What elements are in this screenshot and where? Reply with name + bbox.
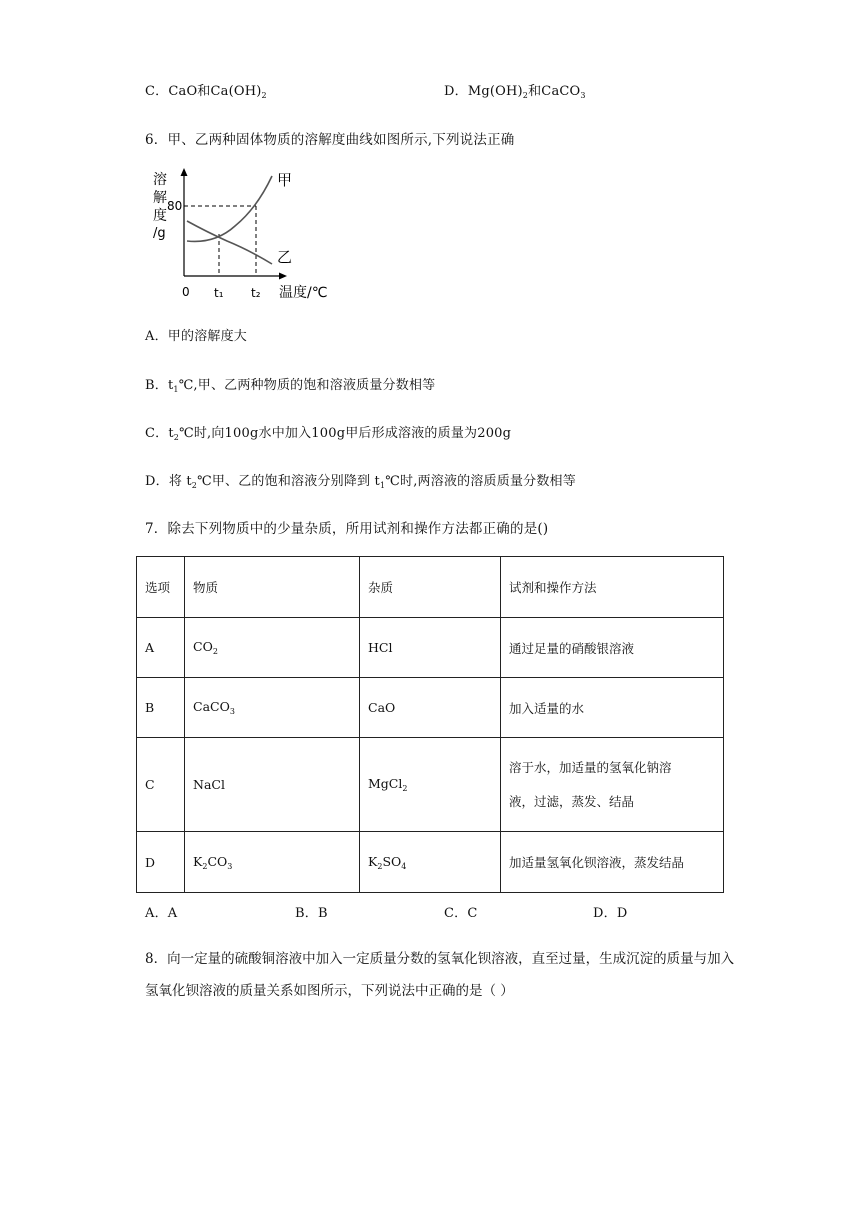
curve-yi-label: 乙	[277, 248, 293, 266]
row-method	[501, 738, 724, 832]
row-method: 加适量氢氧化钡溶液，蒸发结晶	[501, 832, 724, 893]
formula-text: CaCO	[193, 699, 230, 714]
row-substance	[185, 832, 360, 893]
origin-label: 0	[182, 285, 190, 299]
header-substance: 物质	[185, 557, 360, 618]
q6-stem: 6．甲、乙两种固体物质的溶解度曲线如图所示,下列说法正确	[145, 132, 515, 148]
row-impurity: CaO	[360, 678, 501, 738]
y-label-3: 度	[153, 208, 167, 224]
formula-text: MgCl	[368, 776, 403, 791]
q6-option-a: A．甲的溶解度大	[145, 329, 247, 344]
table-row	[137, 678, 724, 738]
x-axis-arrow	[279, 273, 287, 280]
row-option: A	[137, 618, 185, 678]
formula-text: K	[193, 853, 203, 869]
q6-option-b-text: B．t	[145, 378, 174, 393]
q6-option-d-text-3: ℃时,两溶液的溶质质量分数相等	[385, 474, 576, 489]
q6-option-d-text-2: ℃甲、乙的饱和溶液分别降到 t	[197, 474, 380, 489]
subscript: 2	[522, 91, 529, 100]
curve-yi	[187, 221, 272, 264]
curve-jia	[187, 176, 272, 241]
subscript: 2	[191, 481, 198, 490]
subscript: 3	[580, 91, 586, 100]
formula-text: K	[368, 853, 378, 869]
q7-answer-d: D．D	[593, 906, 628, 921]
header-impurity: 杂质	[360, 557, 501, 618]
subscript: 2	[212, 647, 218, 656]
q5-option-d	[444, 80, 586, 100]
q6-option-c	[145, 422, 511, 442]
formula-text: CO	[193, 639, 213, 654]
q7-stem: 7．除去下列物质中的少量杂质，所用试剂和操作方法都正确的是()	[145, 521, 549, 537]
header-method: 试剂和操作方法	[501, 557, 724, 618]
subscript: 2	[402, 784, 408, 793]
q5-option-d-text-2: 和CaCO	[528, 84, 581, 99]
row-substance: NaCl	[185, 738, 360, 832]
curve-jia-label: 甲	[277, 171, 293, 189]
subscript: 4	[401, 861, 407, 871]
subscript: 2	[173, 433, 180, 442]
y-label-4: /g	[153, 226, 166, 241]
x-tick-t1: t₁	[214, 286, 224, 300]
table-row	[137, 832, 724, 893]
q5-option-c	[145, 80, 267, 100]
q7-table	[136, 556, 724, 893]
table-header-row	[137, 557, 724, 618]
y-tick-80: 80	[167, 199, 183, 213]
q5-option-c-text: C．CaO和Ca(OH)	[145, 84, 262, 99]
y-label-1: 溶	[153, 172, 167, 188]
subscript: 1	[173, 385, 179, 394]
subscript: 2	[377, 861, 383, 871]
subscript: 3	[229, 707, 235, 716]
q8-stem: 8．向一定量的硫酸铜溶液中加入一定质量分数的氢氧化钡溶液，直至过量，生成沉淀的质量与加入氢氧化钡溶液的质量关系如图所示，下列说法中正确的是（ ）	[145, 951, 735, 999]
row-method: 通过足量的硝酸银溶液	[501, 618, 724, 678]
row-substance	[185, 618, 360, 678]
row-impurity	[360, 738, 501, 832]
method-line-2: 液，过滤，蒸发、结晶	[509, 793, 635, 809]
subscript: 3	[227, 861, 233, 871]
q7-answer-c: C．C	[444, 906, 478, 921]
row-option: B	[137, 678, 185, 738]
solubility-curve-figure	[147, 166, 337, 306]
method-line-1: 溶于水，加适量的氢氧化钠溶	[509, 759, 672, 775]
q6-option-b	[145, 374, 435, 394]
row-impurity: HCl	[360, 618, 501, 678]
row-option: C	[137, 738, 185, 832]
subscript: 2	[261, 91, 267, 100]
formula-text-2: CO	[207, 853, 228, 869]
y-label-2: 解	[153, 190, 167, 206]
q5-option-d-text: D．Mg(OH)	[444, 84, 523, 99]
row-method: 加入适量的水	[501, 678, 724, 738]
formula-text-2: SO	[382, 853, 402, 869]
x-tick-t2: t₂	[251, 286, 261, 300]
row-option: D	[137, 832, 185, 893]
q7-answer-a: A．A	[145, 906, 178, 921]
row-impurity	[360, 832, 501, 893]
table-row	[137, 738, 724, 832]
q6-option-b-text-2: ℃,甲、乙两种物质的饱和溶液质量分数相等	[178, 378, 436, 393]
x-axis-label: 温度/℃	[279, 285, 328, 301]
row-substance	[185, 678, 360, 738]
q6-option-c-text: C．t	[145, 426, 174, 441]
header-option: 选项	[137, 557, 185, 618]
y-axis-arrow	[181, 168, 188, 176]
subscript: 1	[379, 481, 386, 490]
subscript: 2	[202, 861, 208, 871]
q7-answer-b: B．B	[295, 906, 328, 921]
table-row	[137, 618, 724, 678]
q6-option-d	[145, 470, 576, 490]
q6-option-d-text: D．将 t	[145, 474, 192, 489]
q6-option-c-text-2: ℃时,向100g水中加入100g甲后形成溶液的质量为200g	[179, 426, 512, 441]
